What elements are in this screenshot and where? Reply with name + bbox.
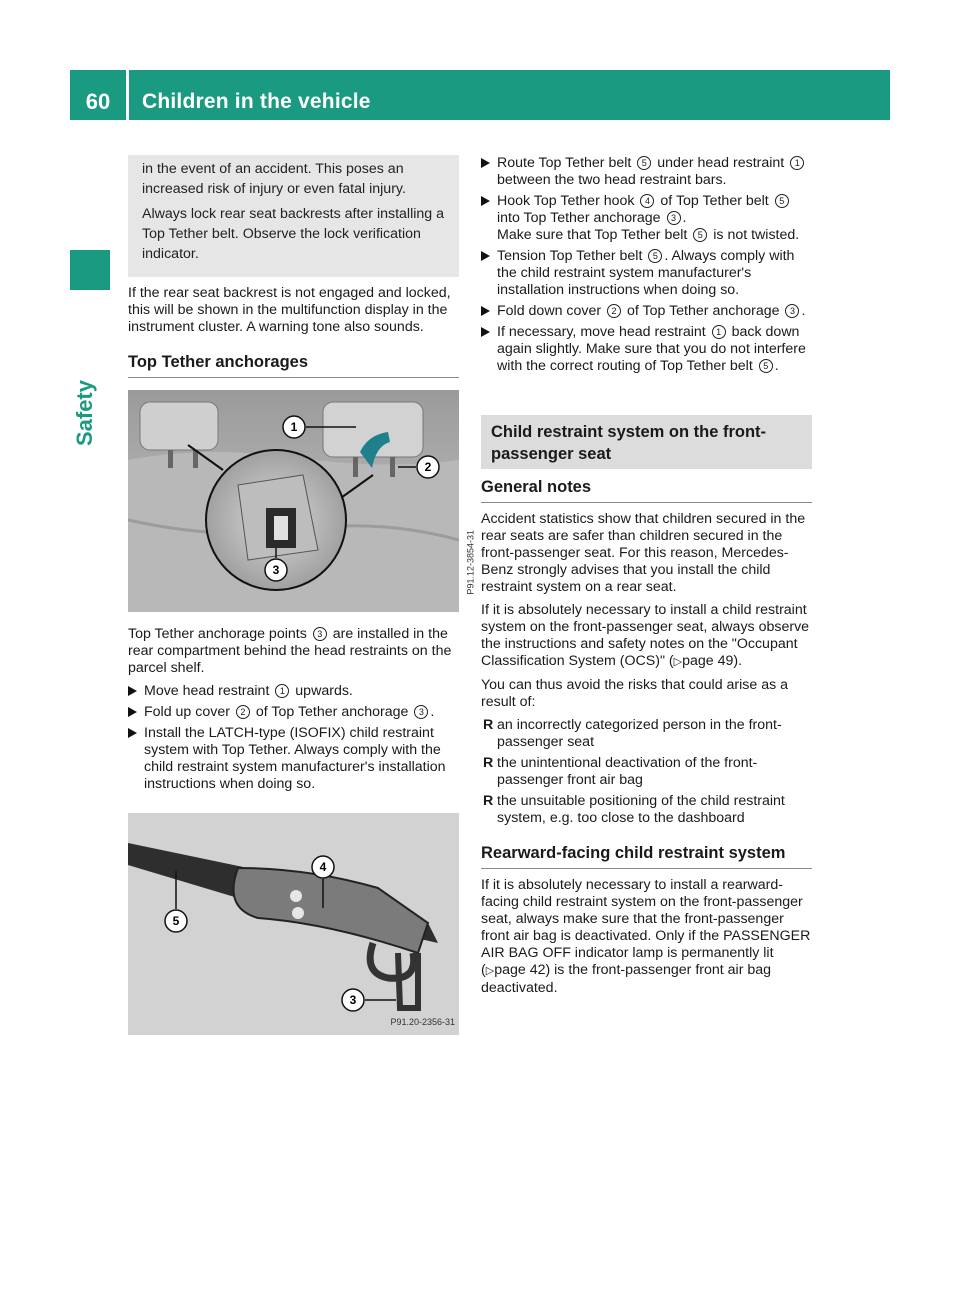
- anchorage-illustration: [128, 390, 459, 612]
- callout-label: 3: [272, 563, 280, 577]
- image-code: P91.12-3854-31: [466, 530, 476, 595]
- callout-ref: 1: [712, 325, 726, 339]
- section-band: Child restraint system on the front-passenger seat: [481, 415, 812, 469]
- instruction-step: Fold down cover 2 of Top Tether anchorage 3 .: [481, 303, 812, 320]
- callout-ref: 1: [790, 156, 804, 170]
- callout-ref: 5: [775, 194, 789, 208]
- bullet-marker: R: [483, 755, 494, 771]
- section-heading: Rearward-facing child restraint system: [481, 845, 812, 869]
- callout-ref: 4: [640, 194, 654, 208]
- page-ref-arrow-icon: ▷: [485, 965, 495, 977]
- section-heading: Top Tether anchorages: [128, 354, 459, 378]
- figure-top-tether-anchorages: [128, 390, 476, 612]
- hook-illustration: [128, 813, 459, 1035]
- right-column: [481, 155, 812, 1003]
- callout-ref: 2: [236, 705, 250, 719]
- instruction-step: Hook Top Tether hook 4 of Top Tether belt 5 into Top Tether anchorage 3 . Make sure that Top Tether belt 5 is not twisted.: [481, 193, 812, 244]
- paragraph: If it is absolutely necessary to install a rearward-facing child restraint system on the front-passenger seat, always make sure that the front-passenger front air bag is deactivated. Only if the PASSENGER AIR BAG OFF indicator lamp is permanently lit (▷page 42) is the front-passenger front air bag deactivated.: [481, 877, 811, 996]
- callout-label: 2: [424, 460, 432, 474]
- bullet-item: R the unsuitable positioning of the child restraint system, e.g. too close to the dashboard: [483, 793, 785, 826]
- callout-ref: 5: [648, 249, 662, 263]
- instruction-step: Fold up cover 2 of Top Tether anchorage 3 .: [128, 704, 459, 721]
- section-heading: General notes: [481, 479, 812, 503]
- figure-top-tether-hook: [128, 813, 459, 1035]
- callout-label: 5: [172, 914, 180, 928]
- hook-hole: [292, 907, 304, 919]
- page-number: 60: [85, 89, 111, 114]
- callout-ref: 5: [637, 156, 651, 170]
- callout-ref: 3: [313, 627, 327, 641]
- figure-caption: Top Tether anchorage points 3 are installed in the rear compartment behind the head restraints on the parcel shelf.: [128, 626, 452, 676]
- page-ref-arrow-icon: ▷: [673, 656, 683, 668]
- restraint-bar: [390, 457, 395, 477]
- head-restraint-left: [140, 402, 218, 450]
- warning-text: in the event of an accident. This poses an increased risk of injury or even fatal injury.: [142, 161, 406, 197]
- bullet-marker: R: [483, 793, 494, 809]
- paragraph: If the rear seat backrest is not engaged and locked, this will be shown in the multifunction display in the instrument cluster. A warning tone also sounds.: [128, 285, 451, 335]
- hook-hole: [290, 890, 302, 902]
- callout-ref: 5: [759, 359, 773, 373]
- instruction-step: Move head restraint 1 upwards.: [128, 683, 459, 700]
- callout-label: 3: [349, 993, 357, 1007]
- callout-ref: 3: [667, 211, 681, 225]
- anchorage-loop: [274, 516, 288, 540]
- callout-ref: 2: [607, 304, 621, 318]
- instruction-step: Tension Top Tether belt 5 . Always comply with the child restraint system manufacturer's installation instructions when doing so.: [481, 248, 812, 299]
- left-column: [128, 155, 476, 1049]
- section-label: Safety: [72, 380, 97, 447]
- warning-box: [128, 155, 459, 277]
- callout-ref: 3: [414, 705, 428, 719]
- warning-text: Always lock rear seat backrests after installing a Top Tether belt. Observe the lock verification indicator.: [142, 206, 445, 262]
- instruction-step: Install the LATCH-type (ISOFIX) child restraint system with Top Tether. Always comply with the child restraint system manufacturer's installation instructions when doing so.: [128, 725, 459, 793]
- callout-ref: 5: [693, 228, 707, 242]
- callout-label: 1: [290, 420, 298, 434]
- paragraph: You can thus avoid the risks that could arise as a result of:: [481, 677, 789, 710]
- callout-ref: 1: [275, 684, 289, 698]
- image-code: P91.20-2356-31: [390, 1017, 455, 1027]
- restraint-bar: [168, 450, 173, 468]
- section-tab: [72, 380, 112, 480]
- bullet-item: R an incorrectly categorized person in the front-passenger seat: [483, 717, 782, 750]
- header-divider: [126, 70, 129, 120]
- callout-label: 4: [319, 860, 327, 874]
- paragraph: If it is absolutely necessary to install a child restraint system on the front-passenger seat, always observe the instructions and safety notes on the "Occupant Classification System (OCS)" (▷page 49).: [481, 602, 810, 669]
- paragraph: Accident statistics show that children secured in the rear seats are safer than children secured in the front-passenger seat. For this reason, Mercedes-Benz strongly advises that you install the child restraint system on a rear seat.: [481, 511, 806, 595]
- restraint-bar: [353, 457, 358, 477]
- bullet-item: R the unintentional deactivation of the front-passenger front air bag: [483, 755, 758, 788]
- callout-ref: 3: [785, 304, 799, 318]
- instruction-step: Route Top Tether belt 5 under head restraint 1 between the two head restraint bars.: [481, 155, 812, 189]
- bullet-marker: R: [483, 717, 494, 733]
- section-marker: [70, 250, 110, 290]
- instruction-step: If necessary, move head restraint 1 back down again slightly. Make sure that you do not interfere with the correct routing of Top Tether belt 5 .: [481, 324, 812, 375]
- page-title: Children in the vehicle: [142, 90, 371, 113]
